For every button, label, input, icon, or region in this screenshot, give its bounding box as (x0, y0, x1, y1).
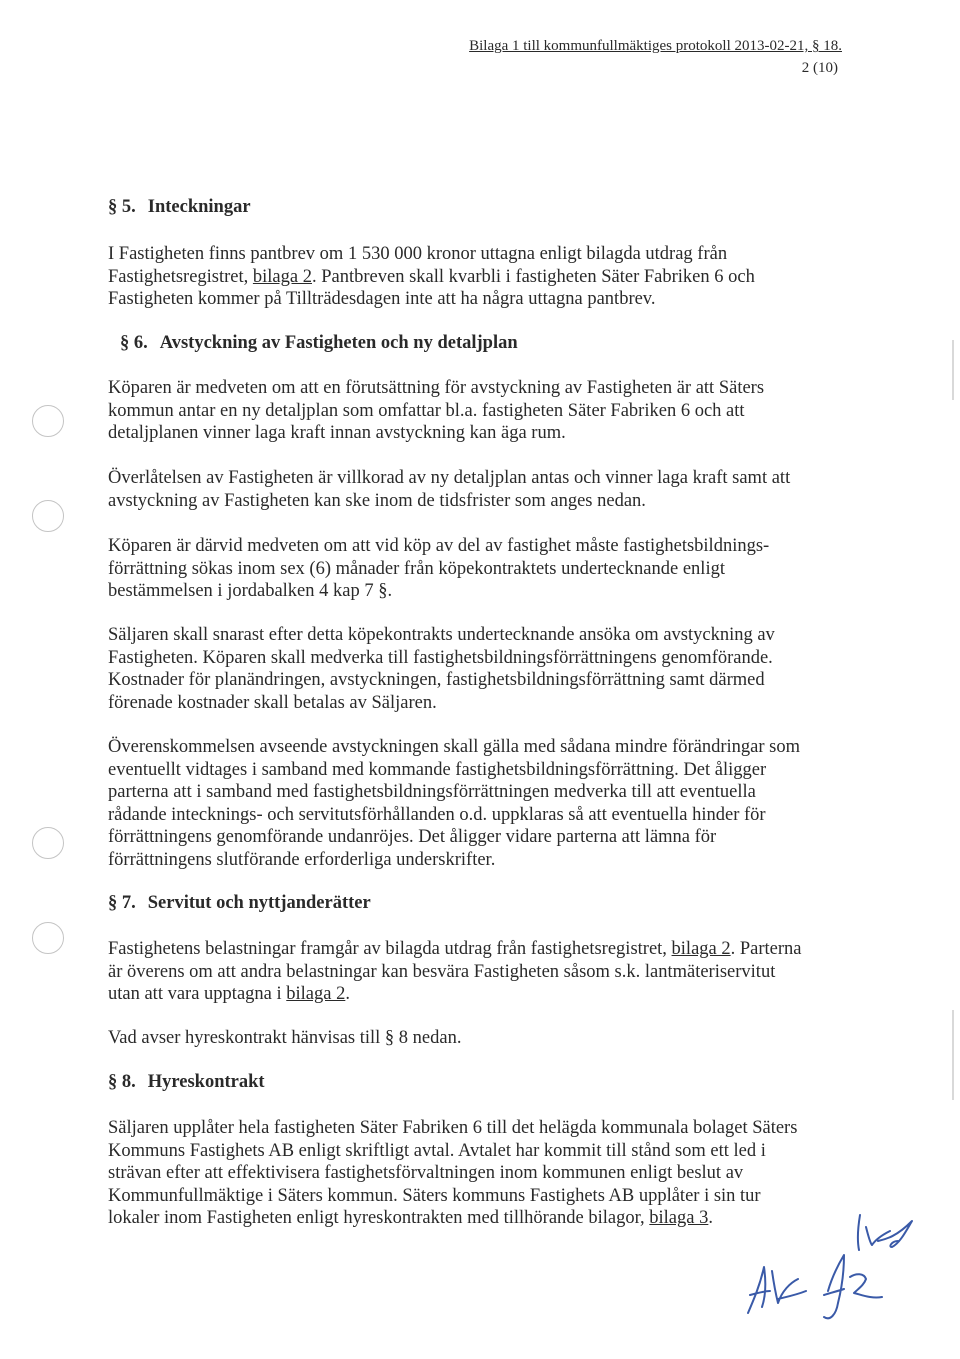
text-line: detaljplanen vinner laga kraft innan avstyckning kan äga rum. (108, 423, 566, 443)
section-6-heading (120, 333, 518, 354)
initials-top-right (858, 1215, 912, 1250)
text-line: Överlåtelsen av Fastigheten är villkorad av ny detaljplan antas och vinner laga kraft samt att (108, 468, 791, 488)
handwritten-initials (720, 1195, 940, 1335)
section-number: § 8. (108, 1072, 136, 1092)
text-line: Överenskommelsen avseende avstyckningen skall gälla med sådana mindre förändringar som (108, 737, 800, 757)
text-line: I Fastigheten finns pantbrev om 1 530 000 kronor uttagna enligt bilagda utdrag från (108, 244, 728, 264)
text-line: strävan efter att effektivisera fastighetsförvaltningen inom kommunen enligt beslut av (108, 1163, 744, 1183)
paragraph-6d (108, 624, 848, 714)
paragraph-6c (108, 535, 848, 603)
text-line: parterna att i samband med fastighetsbildningsförrättningen medverka till att eventuella (108, 782, 756, 802)
attachment-reference: bilaga 2 (252, 266, 312, 287)
text-line: Fastighetsregistret, bilaga 2. Pantbreven skall kvarbli i fastigheten Säter Fabriken 6 och (108, 266, 755, 287)
page-number: 2 (10) (801, 60, 838, 76)
punch-hole (32, 922, 64, 954)
text-line: Säljaren skall snarast efter detta köpekontrakts undertecknande ansöka om avstyckning av (108, 625, 775, 645)
paragraph-7b (108, 1027, 848, 1050)
text-line: Kommunfullmäktige i Säters kommun. Säters kommuns Fastighets AB upplåter i sin tur (108, 1185, 761, 1206)
text-line: Köparen är medveten om att en förutsättning för avstyckning av Fastigheten är att Säters (108, 378, 765, 398)
attachment-reference: bilaga 2 (671, 939, 731, 959)
section-8-heading (108, 1072, 265, 1093)
section-title: Inteckningar (147, 197, 251, 217)
paragraph-7a (108, 938, 848, 1006)
text-line: Kostnader för planändringen, avstyckningen, fastighetsbildningsförrättning samt därmed (108, 670, 765, 690)
initials-bottom-right (824, 1255, 882, 1318)
punch-hole (32, 500, 64, 532)
text-line: avstyckning av Fastigheten kan ske inom de tidsfrister som anges nedan. (108, 490, 646, 511)
text-line: Vad avser hyreskontrakt hänvisas till § 8 nedan. (108, 1028, 462, 1048)
section-title: Servitut och nyttjanderätter (147, 893, 371, 913)
text-line: kommun antar en ny detaljplan som omfattar bl.a. fastigheten Säter Fabriken 6 och att (108, 400, 745, 421)
section-7-heading (108, 893, 371, 914)
paragraph-inteckningar (108, 243, 848, 311)
section-5-heading (108, 197, 251, 218)
text-line: är överens om att andra belastningar kan besvära Fastigheten såsom s.k. lantmäteriservitut (108, 961, 776, 982)
text-line: bestämmelsen i jordabalken 4 kap 7 §. (108, 581, 393, 601)
punch-hole (32, 827, 64, 859)
text-line: Köparen är därvid medveten om att vid köp av del av fastighet måste fastighetsbildnings- (108, 536, 770, 556)
text-line: eventuellt vidtages i samband med kommande fastighetsbildningsförrättning. Det åligger (108, 759, 767, 780)
text-line: Fastigheten. Köparen skall medverka till fastighetsbildningsförrättningens genomförande. (108, 647, 773, 668)
section-number: § 7. (108, 893, 136, 913)
text-line: förrättningens slutförande erforderliga underskrifter. (108, 849, 496, 870)
initials-bottom-left (748, 1267, 806, 1313)
text-line: Fastighetens belastningar framgår av bilagda utdrag från fastighetsregistret, bilaga 2. Parterna (108, 939, 802, 959)
section-number: § 5. (108, 197, 136, 217)
header-reference: Bilaga 1 till kommunfullmäktiges protokoll 2013-02-21, § 18. (469, 38, 842, 54)
section-number: § 6. (120, 333, 148, 353)
section-title: Hyreskontrakt (147, 1072, 265, 1092)
attachment-reference: bilaga 3 (649, 1208, 709, 1228)
scan-mark (952, 1010, 954, 1100)
text-line: förrättning sökas inom sex (6) månader från köpekontraktets undertecknande enligt (108, 558, 725, 579)
text-line: utan att vara upptagna i bilaga 2. (108, 984, 350, 1004)
attachment-reference: bilaga 2 (286, 984, 346, 1004)
text-line: Fastigheten kommer på Tillträdesdagen inte att ha några uttagna pantbrev. (108, 289, 656, 309)
scan-mark (952, 340, 954, 400)
section-title: Avstyckning av Fastigheten och ny detaljplan (159, 333, 518, 353)
text-line: rådande intecknings- och servitutsförhållanden o.d. uppklaras så att eventuella hinder för (108, 804, 766, 825)
text-line: lokaler inom Fastigheten enligt hyreskontrakten med tillhörande bilagor, bilaga 3. (108, 1208, 713, 1228)
paragraph-6b (108, 467, 848, 512)
text-line: Säljaren upplåter hela fastigheten Säter Fabriken 6 till det helägda kommunala bolaget Säters (108, 1118, 798, 1138)
text-line: förenade kostnader skall betalas av Säljaren. (108, 692, 437, 713)
paragraph-6e (108, 736, 848, 871)
text-line: förrättningens genomförande undanröjes. Det åligger vidare parterna att lämna för (108, 827, 717, 847)
text-line: Kommuns Fastighets AB enligt skriftligt avtal. Avtalet har kommit till stånd som ett led i (108, 1140, 766, 1161)
punch-hole (32, 405, 64, 437)
paragraph-6a (108, 377, 848, 445)
